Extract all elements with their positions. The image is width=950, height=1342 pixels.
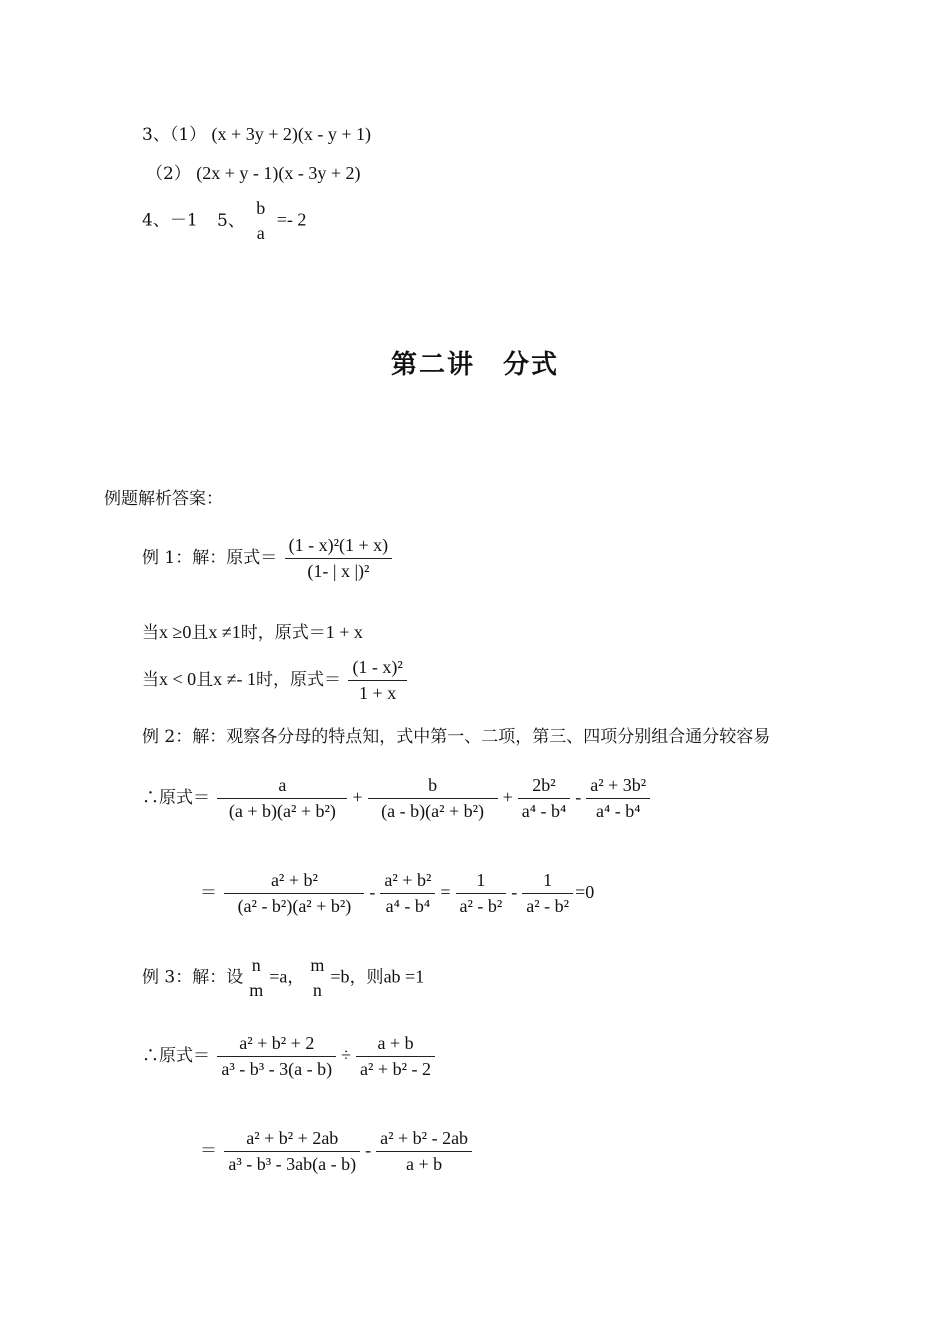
case-condition-2: x ≠- 1 xyxy=(213,669,257,689)
fraction-denominator: 1 + x xyxy=(359,683,397,703)
ex3-label: 例 3：解：设 xyxy=(142,967,244,988)
fraction-denominator: a² - b² xyxy=(526,896,570,916)
fraction-denominator: a⁴ - b⁴ xyxy=(595,801,641,821)
answer-3-2-expr: (2x + y - 1)(x - 3y + 2) xyxy=(196,163,361,183)
fraction-numerator: 1 xyxy=(522,870,573,894)
fraction-denominator: a² - b² xyxy=(459,896,503,916)
answer-5-rhs: =- 2 xyxy=(276,209,307,230)
case-and: 且 xyxy=(191,623,209,643)
ex2-sum1 xyxy=(224,870,364,917)
ex3-quot1 xyxy=(224,1128,360,1175)
ex1-case2-fraction xyxy=(348,657,406,704)
ex1-fraction xyxy=(285,535,393,582)
case-suffix: 时，原式＝ xyxy=(256,670,342,690)
case-and: 且 xyxy=(196,670,214,690)
ex2-step1: ∴原式＝ $\frac{a}{\text{(a + b)(a² + b²)}}$ + $\frac{b}{\text{(a - b)(a² + b²)}}$ + $\frac{\text{2b²}}{\text{a⁴ - b⁴}}$ - $\frac{\text{a² + 3b²}}{\text{a⁴ - b⁴}}$ xyxy=(142,775,652,822)
fraction-numerator: b xyxy=(368,775,498,799)
fraction-numerator: a² + b² + 2ab xyxy=(224,1128,360,1152)
ex2-term4 xyxy=(586,775,650,822)
ex3-quot2 xyxy=(376,1128,472,1175)
ex3-sub1 xyxy=(245,955,267,1001)
fraction-numerator: 1 xyxy=(456,870,507,894)
fraction-denominator: a³ - b³ - 3(a - b) xyxy=(221,1059,333,1079)
fraction-numerator: a² + b² xyxy=(380,870,435,894)
fraction-numerator: a² + b² - 2ab xyxy=(376,1128,472,1152)
title-topic: 分式 xyxy=(503,350,560,380)
therefore-label: ∴原式＝ xyxy=(142,1046,210,1066)
fraction-numerator: a + b xyxy=(356,1033,435,1057)
fraction-denominator: (a² - b²)(a² + b²) xyxy=(237,896,352,916)
fraction-numerator: 2b² xyxy=(518,775,571,799)
fraction-denominator: a xyxy=(256,223,265,243)
fraction-numerator: a² + b² xyxy=(224,870,364,894)
fraction-numerator: a² + 3b² xyxy=(586,775,650,799)
divide-sign: ÷ xyxy=(341,1045,352,1065)
answer-5-label: 5、 xyxy=(217,210,245,231)
ex3-sub2-rhs: =b xyxy=(330,966,350,987)
fraction-denominator: a³ - b³ - 3ab(a - b) xyxy=(228,1154,357,1174)
ex2-sum4 xyxy=(522,870,573,917)
then-label: ，则 xyxy=(349,967,384,988)
ex3-part1 xyxy=(217,1033,336,1080)
minus-sign: - xyxy=(365,1140,372,1160)
equals-sign: ＝ xyxy=(200,1141,217,1161)
answer-4: 4、－1 xyxy=(142,210,198,231)
therefore-label: ∴原式＝ xyxy=(142,788,210,808)
answer-3-1 xyxy=(142,120,371,145)
equals-sign: ＝ xyxy=(200,883,217,903)
ex3-sub2 xyxy=(306,955,328,1001)
answer-3-2-label: （2） xyxy=(146,164,191,184)
fraction-numerator: (1 - x)² xyxy=(348,657,406,681)
ex2-sum2 xyxy=(380,870,435,917)
case-result: 1 + x xyxy=(325,622,363,642)
fraction-denominator: m xyxy=(249,980,264,1000)
ex1-case2 xyxy=(142,657,409,704)
fraction-numerator: a xyxy=(217,775,347,799)
ex3-step2 xyxy=(200,1128,474,1175)
fraction-numerator: m xyxy=(310,955,325,975)
title-lecture: 第二讲 xyxy=(390,350,475,380)
ex2-step2: ＝ $\frac{\text{a² + b²}}{\text{(a² - b²)(a² + b²)}}$ - $\frac{\text{a² + b²}}{\text{a⁴ - b⁴}}$ = $\frac{1}{\text{a² - b²}}$ - $\frac{1}{\text{a² - b²}}$ =0 xyxy=(200,870,595,916)
ex2-term2 xyxy=(368,775,498,822)
case-condition: x < 0 xyxy=(159,669,197,689)
ex1-line xyxy=(142,535,394,582)
fraction-numerator: (1 - x)²(1 + x) xyxy=(285,535,393,559)
ex1-label: 例 1：解：原式＝ xyxy=(142,548,278,568)
ex2-sum3 xyxy=(456,870,507,917)
answer-3-1-expr: (x + 3y + 2)(x - y + 1) xyxy=(211,124,371,144)
fraction-denominator: (1- | x |)² xyxy=(307,561,370,581)
answer-4-5 xyxy=(142,198,306,244)
case-suffix: 时，原式＝ xyxy=(240,623,326,643)
fraction-denominator: (a - b)(a² + b²) xyxy=(381,801,485,821)
answer-3-2 xyxy=(146,159,361,184)
fraction-numerator: b xyxy=(256,198,266,218)
fraction-denominator: (a + b)(a² + b²) xyxy=(228,801,336,821)
fraction-denominator: a + b xyxy=(406,1154,443,1174)
ex2-result: =0 xyxy=(575,882,595,902)
comma: ， xyxy=(287,967,305,988)
case-prefix: 当 xyxy=(142,623,159,643)
case-condition-2: x ≠1 xyxy=(208,622,241,642)
fraction-denominator: a² + b² - 2 xyxy=(360,1059,431,1079)
ex1-case1 xyxy=(142,618,363,643)
fraction-denominator: a⁴ - b⁴ xyxy=(521,801,567,821)
fraction-numerator: a² + b² + 2 xyxy=(217,1033,336,1057)
case-condition: x ≥0 xyxy=(159,622,192,642)
fraction-denominator: a⁴ - b⁴ xyxy=(385,896,431,916)
answer-5-fraction xyxy=(252,198,269,244)
fraction-numerator: n xyxy=(251,955,261,975)
ex3-sub1-rhs: =a xyxy=(269,966,288,987)
answer-3-label: 3、（1） xyxy=(142,125,207,145)
ex2-label: 例 2：解：观察各分母的特点知，式中第一、二项，第三、四项分别组合通分较容易 xyxy=(142,727,771,747)
page-title xyxy=(0,344,950,381)
case-prefix: 当 xyxy=(142,670,159,690)
then-expression: ab =1 xyxy=(383,966,425,987)
ex2-term3 xyxy=(518,775,571,822)
section-heading: 例题解析答案： xyxy=(104,489,223,509)
ex3-setup xyxy=(142,955,424,1001)
ex3-step1 xyxy=(142,1033,437,1080)
fraction-denominator: n xyxy=(312,980,322,1000)
ex3-part2 xyxy=(356,1033,435,1080)
ex2-term1 xyxy=(217,775,347,822)
